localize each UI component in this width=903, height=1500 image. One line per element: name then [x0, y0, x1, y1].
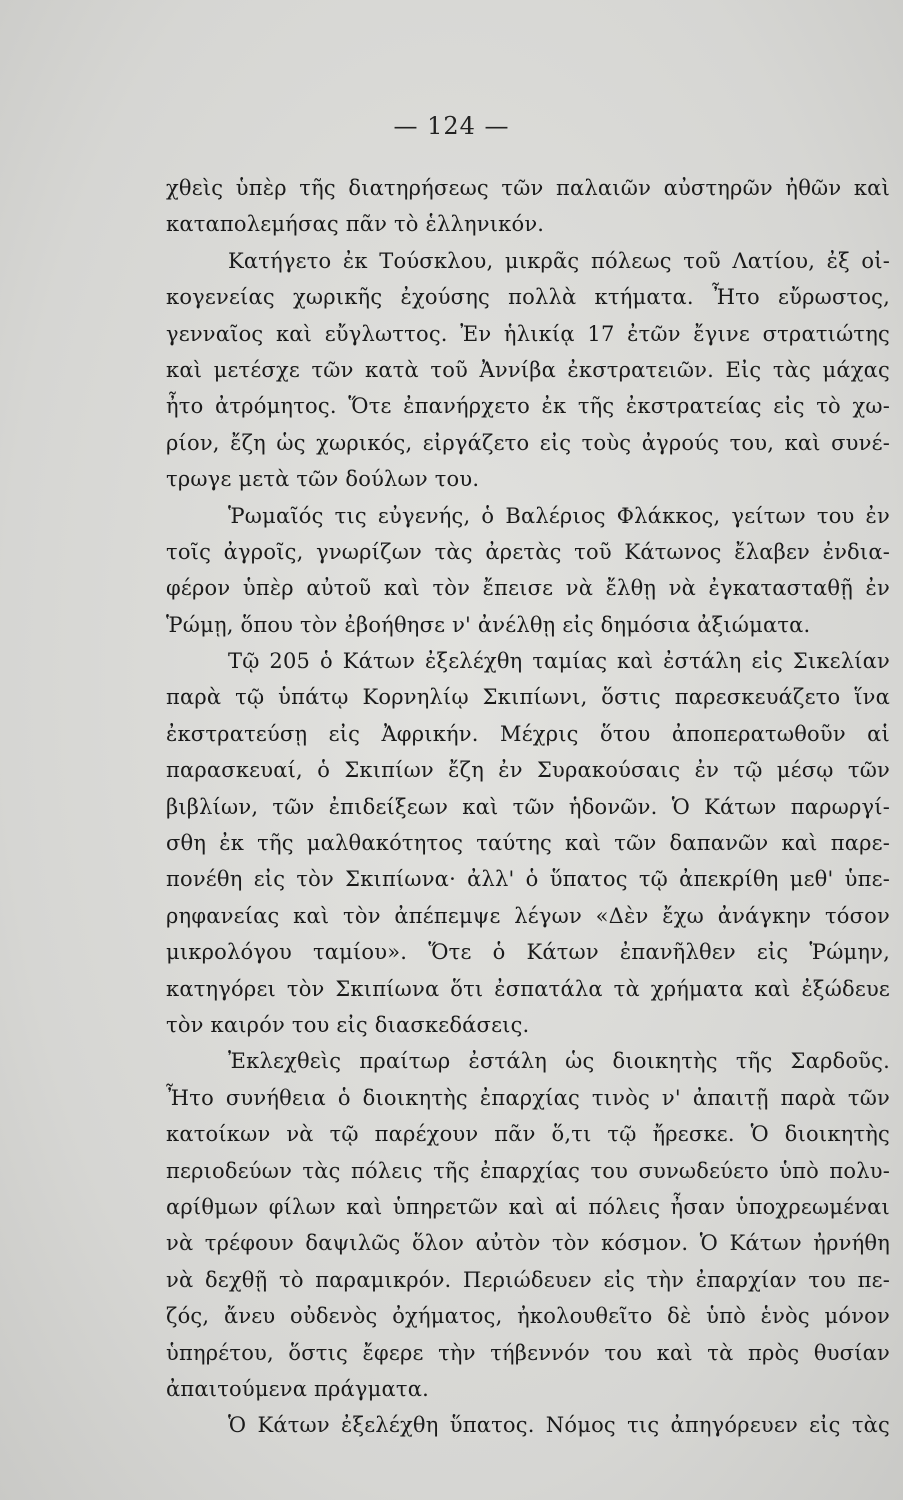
text-line: Τῷ 205 ὁ Κάτων ἐξελέχθη ταμίας καὶ ἐστάλη εἰς Σικελίαν	[228, 649, 890, 674]
text-line: τὸν καιρόν του εἰς διασκεδάσεις.	[166, 1012, 530, 1037]
body-text	[166, 170, 890, 1444]
text-line: Ῥωμαῖός τις εὐγενής, ὁ Βαλέριος Φλάκκος, γείτων του ἐν	[228, 503, 890, 528]
text-line: Ὁ Κάτων ἐξελέχθη ὕπατος. Νόμος τις ἀπηγόρευεν εἰς τὰς	[228, 1413, 890, 1438]
text-line: ἦτο ἀτρόμητος. Ὅτε ἐπανήρχετο ἐκ τῆς ἐκστρατείας εἰς τὸ χω-	[166, 394, 890, 419]
page-number: — 124 —	[393, 112, 510, 140]
text-line: κατοίκων νὰ τῷ παρέχουν πᾶν ὅ,τι τῷ ἤρεσκε. Ὁ διοικητὴς	[166, 1122, 890, 1147]
text-line: χθεὶς ὑπὲρ τῆς διατηρήσεως τῶν παλαιῶν αὐστηρῶν ἠθῶν καὶ	[166, 176, 890, 200]
text-line: νὰ δεχθῇ τὸ παραμικρόν. Περιώδευεν εἰς τὴν ἐπαρχίαν του πε-	[166, 1267, 890, 1292]
text-line: πονέθη εἰς τὸν Σκιπίωνα· ἀλλ' ὁ ὕπατος τῷ ἀπεκρίθη μεθ' ὑπε-	[166, 867, 890, 892]
text-line: φέρον ὑπὲρ αὐτοῦ καὶ τὸν ἔπεισε νὰ ἔλθῃ νὰ ἐγκατασταθῇ ἐν	[166, 576, 890, 601]
text-line: Ἦτο συνήθεια ὁ διοικητὴς ἐπαρχίας τινὸς ν' ἀπαιτῇ παρὰ τῶν	[166, 1085, 890, 1110]
text-line: βιβλίων, τῶν ἐπιδείξεων καὶ τῶν ἡδονῶν. Ὁ Κάτων παρωργί-	[166, 794, 890, 819]
text-line: καταπολεμήσας πᾶν τὸ ἑλληνικόν.	[166, 212, 545, 237]
text-line: τρωγε μετὰ τῶν δούλων του.	[166, 467, 480, 492]
text-line: ρηφανείας καὶ τὸν ἀπέπεμψε λέγων «Δὲν ἔχω ἀνάγκην τόσον	[166, 903, 890, 928]
text-line: τοῖς ἀγροῖς, γνωρίζων τὰς ἀρετὰς τοῦ Κάτωνος ἔλαβεν ἐνδια-	[166, 539, 890, 564]
text-line: ὑπηρέτου, ὅστις ἔφερε τὴν τήβεννόν του καὶ τὰ πρὸς θυσίαν	[166, 1340, 890, 1365]
text-line: καὶ μετέσχε τῶν κατὰ τοῦ Ἀννίβα ἐκστρατειῶν. Εἰς τὰς μάχας	[166, 357, 890, 382]
text-line: ζός, ἄνευ οὐδενὸς ὀχήματος, ἠκολουθεῖτο δὲ ὑπὸ ἑνὸς μόνον	[166, 1304, 890, 1329]
text-line: περιοδεύων τὰς πόλεις τῆς ἐπαρχίας του συνωδεύετο ὑπὸ πολυ-	[166, 1158, 890, 1183]
text-line: παρὰ τῷ ὑπάτῳ Κορνηλίῳ Σκιπίωνι, ὅστις παρεσκευάζετο ἵνα	[166, 685, 890, 710]
text-line: κογενείας χωρικῆς ἐχούσης πολλὰ κτήματα. Ἦτο εὔρωστος,	[166, 285, 890, 310]
text-line: σθη ἐκ τῆς μαλθακότητος ταύτης καὶ τῶν δαπανῶν καὶ παρε-	[166, 831, 890, 856]
text-line: παρασκευαί, ὁ Σκιπίων ἔζη ἐν Συρακούσαις ἐν τῷ μέσῳ τῶν	[166, 758, 890, 783]
text-line: ἐκστρατεύσῃ εἰς Ἀφρικήν. Μέχρις ὅτου ἀποπερατωθοῦν αἱ	[166, 721, 890, 746]
text-line: ἀπαιτούμενα πράγματα.	[166, 1376, 429, 1401]
text-line: μικρολόγου ταμίου». Ὅτε ὁ Κάτων ἐπανῆλθεν εἰς Ῥώμην,	[166, 940, 890, 965]
text-line: αρίθμων φίλων καὶ ὑπηρετῶν καὶ αἱ πόλεις ἦσαν ὑποχρεωμέναι	[166, 1194, 890, 1219]
text-line: Κατήγετο ἐκ Τούσκλου, μικρᾶς πόλεως τοῦ Λατίου, ἐξ οἰ-	[228, 248, 890, 273]
text-line: κατηγόρει τὸν Σκιπίωνα ὅτι ἐσπατάλα τὰ χρήματα καὶ ἐξώδευε	[166, 976, 890, 1001]
text-line: Ῥώμῃ, ὅπου τὸν ἐβοήθησε ν' ἀνέλθῃ εἰς δημόσια ἀξιώματα.	[166, 612, 811, 637]
text-line: Ἐκλεχθεὶς πραίτωρ ἐστάλη ὡς διοικητὴς τῆς Σαρδοῦς.	[228, 1049, 890, 1074]
text-line: νὰ τρέφουν δαψιλῶς ὅλον αὐτὸν τὸν κόσμον. Ὁ Κάτων ἠρνήθη	[166, 1231, 890, 1256]
text-line: γενναῖος καὶ εὔγλωττος. Ἐν ἡλικίᾳ 17 ἐτῶν ἔγινε στρατιώτης	[166, 321, 890, 346]
text-line: ρίον, ἔζη ὡς χωρικός, εἰργάζετο εἰς τοὺς ἀγρούς του, καὶ συνέ-	[166, 430, 890, 455]
